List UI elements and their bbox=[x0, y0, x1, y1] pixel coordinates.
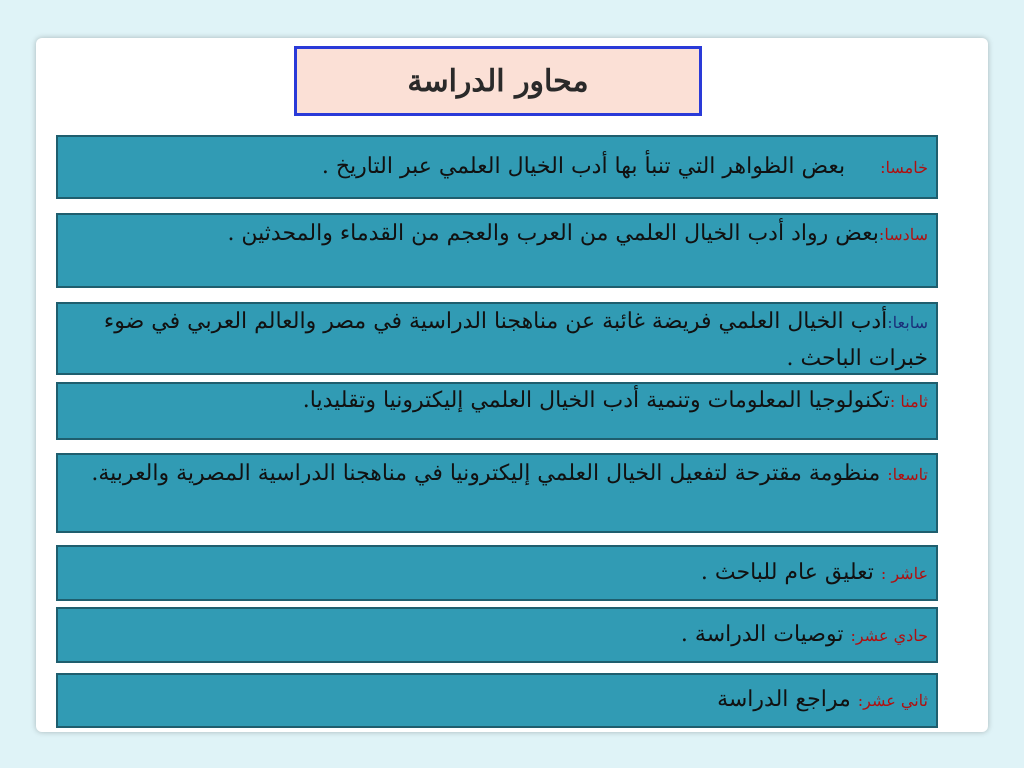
list-item bbox=[56, 213, 938, 288]
list-item bbox=[56, 545, 938, 601]
item-label: ثاني عشر: bbox=[857, 691, 928, 710]
item-text: بعض رواد أدب الخيال العلمي من العرب والعجم من القدماء والمحدثين . bbox=[227, 221, 879, 246]
item-text: تعليق عام للباحث . bbox=[700, 560, 874, 585]
list-item bbox=[56, 453, 938, 533]
item-text: بعض الظواهر التي تنبأ بها أدب الخيال العلمي عبر التاريخ . bbox=[321, 154, 846, 179]
item-text: تكنولوجيا المعلومات وتنمية أدب الخيال العلمي إليكترونيا وتقليديا. bbox=[302, 388, 890, 413]
item-label: ثامنا : bbox=[889, 392, 928, 411]
item-text: توصيات الدراسة . bbox=[680, 622, 844, 647]
list-item bbox=[56, 382, 938, 440]
slide-title: محاور الدراسة bbox=[294, 46, 702, 116]
item-label: سادسا: bbox=[878, 225, 928, 244]
list-item bbox=[56, 673, 938, 728]
item-text: منظومة مقترحة لتفعيل الخيال العلمي إليكترونيا في مناهجنا الدراسية المصرية والعربية. bbox=[91, 461, 881, 486]
item-label: حادي عشر: bbox=[850, 626, 928, 645]
list-item bbox=[56, 607, 938, 663]
item-text: مراجع الدراسة bbox=[717, 687, 851, 712]
list-item bbox=[56, 302, 938, 375]
list-item bbox=[56, 135, 938, 199]
item-label: تاسعا: bbox=[887, 465, 928, 484]
item-label: سابعا: bbox=[887, 313, 928, 332]
item-label: خامسا: bbox=[880, 158, 928, 177]
item-label: عاشر : bbox=[880, 564, 928, 583]
item-text: أدب الخيال العلمي فريضة غائبة عن مناهجنا الدراسية في مصر والعالم العربي في ضوء خبرات الباحث . bbox=[103, 309, 928, 371]
